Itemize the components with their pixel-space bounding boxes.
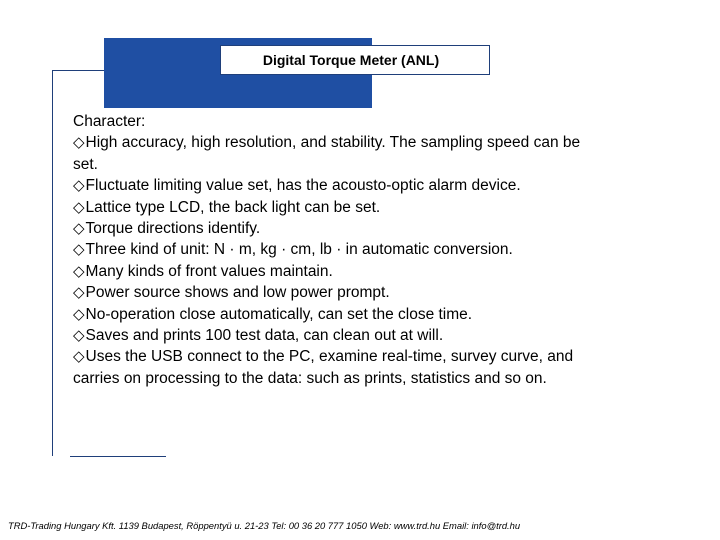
bracket-line-vertical bbox=[52, 70, 53, 456]
diamond-outline-icon: ◇ bbox=[73, 261, 85, 280]
feature-item bbox=[73, 132, 593, 175]
feature-text: Uses the USB connect to the PC, examine real-time, survey curve, and carries on processing to the data: such as prints, statistics and so on. bbox=[73, 348, 574, 387]
title-box bbox=[220, 45, 490, 75]
feature-text: Fluctuate limiting value set, has the acousto-optic alarm device. bbox=[85, 177, 521, 195]
feature-item bbox=[73, 218, 593, 239]
feature-item bbox=[73, 325, 593, 346]
feature-item bbox=[73, 346, 593, 389]
feature-item bbox=[73, 197, 593, 218]
diamond-outline-icon: ◇ bbox=[73, 304, 85, 323]
feature-text: Many kinds of front values maintain. bbox=[85, 262, 333, 280]
feature-item bbox=[73, 304, 593, 325]
bracket-line-bottom bbox=[70, 456, 166, 457]
feature-text: Power source shows and low power prompt. bbox=[85, 284, 390, 302]
feature-item bbox=[73, 175, 593, 196]
feature-item bbox=[73, 282, 593, 303]
diamond-outline-icon: ◇ bbox=[73, 326, 85, 345]
bracket-line-top bbox=[52, 70, 104, 71]
feature-text: High accuracy, high resolution, and stability. The sampling speed can be set. bbox=[73, 134, 581, 173]
feature-text: Saves and prints 100 test data, can clean out at will. bbox=[85, 327, 444, 345]
footer-contact: TRD-Trading Hungary Kft. 1139 Budapest, Röppentyü u. 21-23 Tel: 00 36 20 777 1050 Web: www.trd.hu Email: info@trd.hu bbox=[8, 520, 521, 531]
feature-item bbox=[73, 261, 593, 282]
diamond-outline-icon: ◇ bbox=[73, 283, 85, 302]
feature-item bbox=[73, 239, 593, 260]
page-title: Digital Torque Meter (ANL) bbox=[262, 52, 440, 68]
feature-text: Lattice type LCD, the back light can be set. bbox=[85, 198, 381, 216]
feature-list bbox=[73, 111, 593, 389]
feature-heading: Character: bbox=[73, 113, 146, 130]
title-accent-block-lower bbox=[104, 76, 372, 108]
feature-text: Torque directions identify. bbox=[85, 220, 261, 238]
diamond-outline-icon: ◇ bbox=[73, 176, 85, 195]
diamond-outline-icon: ◇ bbox=[73, 133, 85, 152]
feature-text: Three kind of unit: N · m, kg · cm, lb · in automatic conversion. bbox=[85, 241, 513, 259]
diamond-outline-icon: ◇ bbox=[73, 347, 85, 366]
diamond-outline-icon: ◇ bbox=[73, 240, 85, 259]
feature-text: No-operation close automatically, can set the close time. bbox=[85, 305, 473, 323]
diamond-outline-icon: ◇ bbox=[73, 197, 85, 216]
diamond-outline-icon: ◇ bbox=[73, 219, 85, 238]
